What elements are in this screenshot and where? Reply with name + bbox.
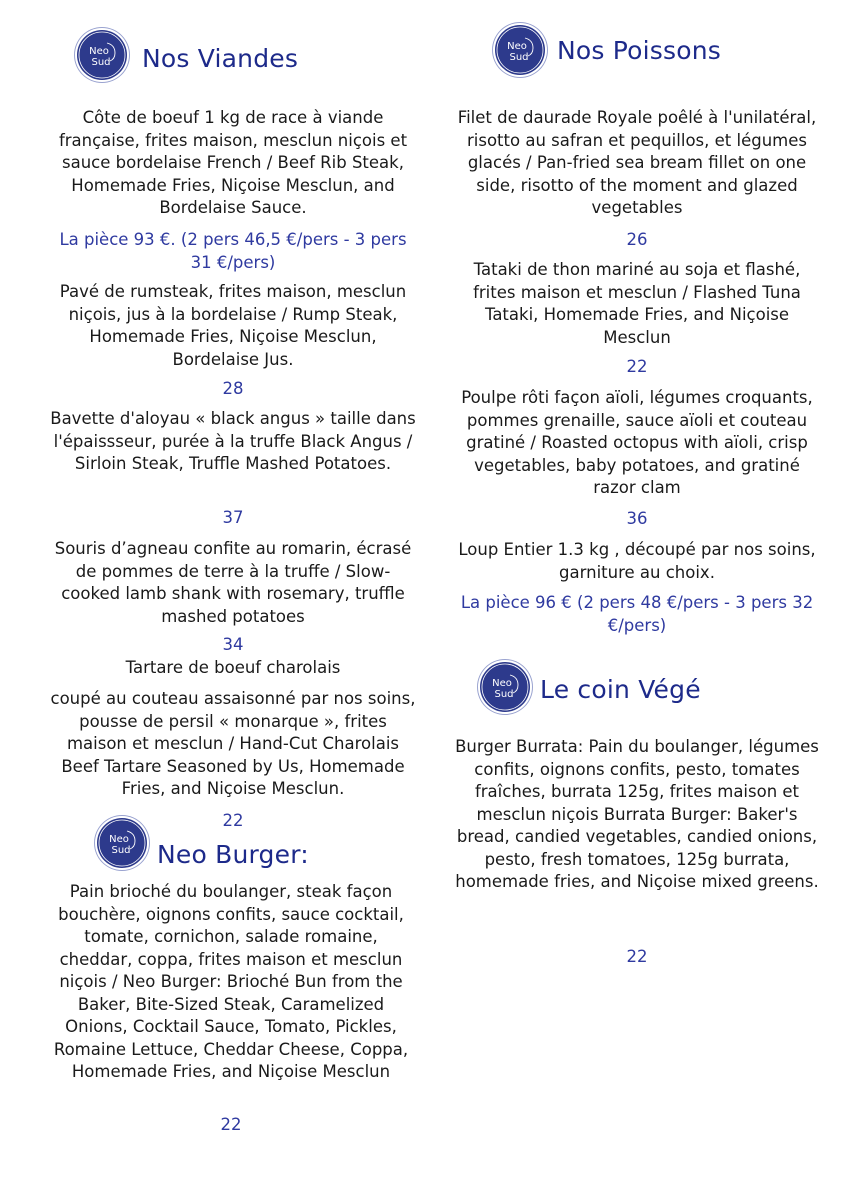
neo-sud-logo	[495, 25, 545, 75]
menu-item-description: coupé au couteau assaisonné par nos soins, pousse de persil « monarque », frites maison et mesclun / Hand-Cut Charolais Beef Tartare Seasoned by Us, Homemade Fries, and Niçoise Mesclun.	[50, 689, 416, 798]
menu-item-description: Burger Burrata: Pain du boulanger, légumes confits, oignons confits, pesto, tomates fraîches, burrata 125g, frites maison et mesclun niçois Burrata Burger: Baker's bread, candied vegetables, candied onions, pesto, fresh tomatoes, 125g burrata, homemade fries, and Niçoise mixed greens.	[455, 737, 819, 891]
menu-item-description: Bavette d'aloyau « black angus » taille dans l'épaissseur, purée à la truffe Black Angus / Sirloin Steak, Truffle Mashed Potatoes.	[50, 409, 416, 473]
menu-item-price: 28	[222, 379, 244, 398]
menu-item-price: 22	[222, 811, 244, 830]
logo-text-line2: Sud	[494, 689, 514, 700]
menu-item-description: Filet de daurade Royale poêlé à l'unilatéral, risotto au safran et pequillos, et légumes glacés / Pan-fried sea bream fillet on one side, risotto of the moment and glazed vegetables	[457, 108, 817, 217]
menu-item-name: Tartare de boeuf charolais	[125, 658, 341, 677]
neo-sud-logo	[480, 662, 530, 712]
menu-item-description: Tataki de thon mariné au soja et flashé, frites maison et mesclun / Flashed Tuna Tataki, Homemade Fries, and Niçoise Mesclun	[473, 260, 801, 347]
logo-icon	[495, 25, 545, 75]
menu-item-description: Poulpe rôti façon aïoli, légumes croquants, pommes grenaille, sauce aïoli et couteau gratiné / Roasted octopus with aïoli, crisp vegetables, baby potatoes, and gratiné razor clam	[461, 388, 813, 497]
logo-text-line1: Neo	[89, 46, 109, 57]
menu-item-price: 22	[626, 947, 648, 966]
section-title-viandes: Nos Viandes	[142, 44, 299, 73]
logo-text-line2: Sud	[111, 845, 131, 856]
logo-icon	[480, 662, 530, 712]
logo-text-line2: Sud	[91, 57, 111, 68]
menu-item-price: 36	[626, 509, 648, 528]
menu-item-price: 34	[222, 635, 244, 654]
logo-text-line1: Neo	[492, 678, 512, 689]
logo-text-line2: Sud	[509, 52, 529, 63]
menu-item-price: 26	[626, 230, 648, 249]
menu-item-price: 22	[220, 1115, 242, 1134]
logo-text-line1: Neo	[109, 834, 129, 845]
menu-item-price: 37	[222, 508, 244, 527]
section-title-burger: Neo Burger:	[157, 840, 309, 869]
logo-icon	[77, 30, 127, 80]
menu-item-description: Pavé de rumsteak, frites maison, mesclun niçois, jus à la bordelaise / Rump Steak, Homemade Fries, Niçoise Mesclun, Bordelaise Jus.	[59, 282, 407, 369]
menu-item-price: 22	[626, 357, 648, 376]
menu-item-description: Loup Entier 1.3 kg , découpé par nos soins, garniture au choix.	[458, 540, 816, 582]
menu-item-description: Souris d’agneau confite au romarin, écrasé de pommes de terre à la truffe / Slow-cooked lamb shank with rosemary, truffle mashed potatoes	[54, 539, 412, 626]
neo-sud-logo	[77, 30, 127, 80]
logo-text-line1: Neo	[507, 41, 527, 52]
section-title-poissons: Nos Poissons	[557, 36, 722, 65]
menu-item-price: La pièce 96 € (2 pers 48 €/pers - 3 pers 32 €/pers)	[460, 593, 814, 635]
menu-item-description: Pain brioché du boulanger, steak façon bouchère, oignons confits, sauce cocktail, tomate, cornichon, salade romaine, cheddar, coppa, frites maison et mesclun niçois / Neo Burger: Brioché Bun from the Baker, Bite-Sized Steak, Caramelized Onions, Cocktail Sauce, Tomato, Pickles, Romaine Lettuce, Cheddar Cheese, Coppa, Homemade Fries, and Niçoise Mesclun	[53, 882, 409, 1081]
section-title-vege: Le coin Végé	[540, 675, 701, 704]
menu-item-price: La pièce 93 €. (2 pers 46,5 €/pers - 3 pers 31 €/pers)	[59, 230, 407, 272]
menu-item-description: Côte de boeuf 1 kg de race à viande française, frites maison, mesclun niçois et sauce bordelaise French / Beef Rib Steak, Homemade Fries, Niçoise Mesclun, and Bordelaise Sauce.	[58, 108, 408, 217]
